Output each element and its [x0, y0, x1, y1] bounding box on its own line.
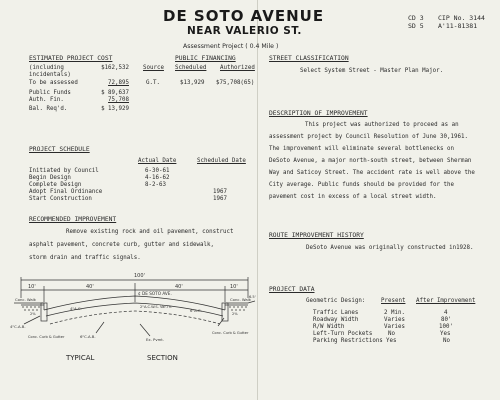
schedule-row-label: Start Construction: [29, 196, 92, 202]
assessed-amount: 72,895: [108, 80, 129, 86]
left-ac-label: 4"A.C.: [70, 306, 82, 311]
sd-label: SD 5: [408, 22, 424, 30]
project-data-row-label: R/W Width: [313, 324, 345, 330]
project-data-row-after: Yes: [440, 331, 451, 337]
right-curb-label: Conc. Curb & Gutter: [212, 331, 249, 335]
schedule-heading: PROJECT SCHEDULE: [29, 146, 90, 153]
project-data-row-present: Varies: [384, 324, 405, 330]
schedule-row-label: Begin Design: [29, 175, 71, 181]
typical-section-drawing: [0, 268, 258, 400]
project-data-heading: PROJECT DATA: [269, 286, 315, 293]
public-funds-amount: $ 89,637: [101, 90, 129, 96]
dim-mid-right-label: 40': [175, 284, 183, 290]
right-walk-label: Conc. Walk: [230, 297, 251, 302]
recommended-heading: RECOMMENDED IMPROVEMENT: [29, 216, 117, 223]
left-base-hatch: [22, 307, 40, 310]
col-actual-date: Actual Date: [138, 158, 177, 164]
balance-label: Bal. Req'd.: [29, 106, 68, 112]
history-heading: ROUTE IMPROVEMENT HISTORY: [269, 232, 364, 239]
center-cab-label: 6"C.A.B.: [80, 334, 96, 339]
street-classification-heading: STREET CLASSIFICATION: [269, 55, 349, 62]
leader-line: [218, 318, 224, 326]
project-data-row-label: Parking Restrictions: [313, 338, 383, 344]
sub-base-label: 4"C.A.B.: [10, 324, 26, 329]
cip-number: CIP No. 3144: [438, 14, 485, 22]
project-data-row-after: No: [443, 338, 450, 344]
total-cost: $162,532: [101, 65, 129, 71]
right-ac-label: 6"A.C.: [190, 308, 202, 313]
project-data-row-label: Traffic Lanes: [313, 310, 359, 316]
right-sidewalk-surface: [225, 301, 255, 310]
dim-mid-left-label: 40': [86, 284, 94, 290]
public-funds-label: Public Funds: [29, 90, 71, 96]
project-data-row-label: Roadway Width: [313, 317, 359, 323]
schedule-row-actual: 4-16-62: [145, 175, 170, 181]
description-line: This project was authorized to proceed as an: [305, 122, 459, 128]
description-line: pavement cost in excess of a local street width.: [269, 194, 437, 200]
leader-line: [24, 316, 40, 324]
project-location: NEAR VALERIO ST.: [187, 25, 302, 37]
assessed-label: To be assessed: [29, 80, 78, 86]
cip-code: A'11-81381: [438, 22, 478, 30]
description-heading: DESCRIPTION OF IMPROVEMENT: [269, 110, 368, 117]
left-curb-label: Conc. Curb & Gutter: [28, 335, 65, 339]
project-data-row-label: Left-Turn Pockets: [313, 331, 373, 337]
center-ac-label: 2"A.C.W.S. Var.Th.: [140, 305, 173, 309]
project-data-row-present: 2 Min.: [384, 310, 405, 316]
schedule-row-label: Adopt Final Ordinance: [29, 189, 103, 195]
centerline-label: ¢ DE SOTO AVE.: [138, 291, 172, 296]
right-base-hatch: [229, 307, 247, 310]
col-source: Source: [143, 65, 164, 71]
end-dimension-label: 6.5': [249, 295, 256, 299]
recommended-line: Remove existing rock and oil pavement, construct: [66, 229, 234, 235]
incidentals-label: incidentals): [29, 72, 71, 78]
balance-amount: $ 13,929: [101, 106, 129, 112]
project-data-row-present: No: [388, 331, 395, 337]
right-slope-label: 2%: [232, 312, 238, 316]
dim-left-label: 10': [28, 284, 36, 290]
project-data-row-present: Varies: [384, 317, 405, 323]
history-text: DeSoto Avenue was originally constructed in1928.: [306, 245, 474, 251]
project-data-row-present: Yes: [386, 338, 397, 344]
col-present: Present: [381, 298, 406, 304]
project-data-row-after: 80': [441, 317, 452, 323]
leader-line: [96, 322, 104, 333]
description-line: The improvement will eliminate several bottlenecks on: [269, 146, 454, 152]
left-walk-label: Conc. Walk: [15, 297, 36, 302]
cd-label: CD 3: [408, 14, 424, 22]
existing-pavement-label: Ex. Pvmt.: [146, 337, 164, 342]
left-sidewalk-surface: [14, 303, 44, 310]
schedule-row-actual: 6-30-61: [145, 168, 170, 174]
financing-authorized: $75,708(65): [216, 80, 255, 86]
schedule-row-actual: 8-2-63: [145, 182, 166, 188]
project-title: DE SOTO AVENUE: [163, 7, 325, 25]
project-subtitle: Assessment Project ( 0.4 Mile ): [183, 43, 279, 50]
including-label: (including: [29, 65, 64, 71]
auth-fin-label: Auth. Fin.: [29, 97, 64, 103]
leader-line: [140, 324, 150, 336]
schedule-row-scheduled: 1967: [213, 189, 227, 195]
description-line: DeSoto Avenue, a major north-south street, between Sherman: [269, 158, 472, 164]
left-slope-label: 2%: [30, 312, 36, 316]
schedule-row-label: Complete Design: [29, 182, 82, 188]
auth-fin-amount: 75,708: [108, 97, 129, 103]
col-scheduled-date: Scheduled Date: [197, 158, 246, 164]
description-line: assessment project by Council Resolution of June 30,1961.: [269, 134, 468, 140]
recommended-line: storm drain and traffic signals.: [29, 255, 141, 261]
col-scheduled: Scheduled: [175, 65, 207, 71]
col-after-improvement: After Improvement: [416, 298, 476, 304]
geometric-design-label: Geometric Design:: [306, 298, 366, 304]
dim-total-label: 100': [134, 273, 145, 279]
col-authorized: Authorized: [220, 65, 255, 71]
street-classification-text: Select System Street - Master Plan Major.: [300, 68, 444, 74]
description-line: Way and Saticoy Street. The accident rate is well above the: [269, 170, 475, 176]
public-financing-heading: PUBLIC FINANCING: [175, 55, 236, 62]
schedule-row-label: Initiated by Council: [29, 168, 99, 174]
description-line: City average. Public funds should be provided for the: [269, 182, 454, 188]
section-caption-left: TYPICAL: [66, 354, 95, 362]
project-data-row-after: 4: [444, 310, 448, 316]
dim-right-label: 10': [230, 284, 238, 290]
recommended-line: asphalt pavement, concrete curb, gutter and sidewalk,: [29, 242, 214, 248]
financing-scheduled: $13,929: [180, 80, 205, 86]
estimated-cost-heading: ESTIMATED PROJECT COST: [29, 55, 113, 62]
schedule-row-scheduled: 1967: [213, 196, 227, 202]
project-data-row-after: 100': [439, 324, 453, 330]
section-caption-right: SECTION: [147, 354, 178, 362]
financing-source: G.T.: [146, 80, 160, 86]
